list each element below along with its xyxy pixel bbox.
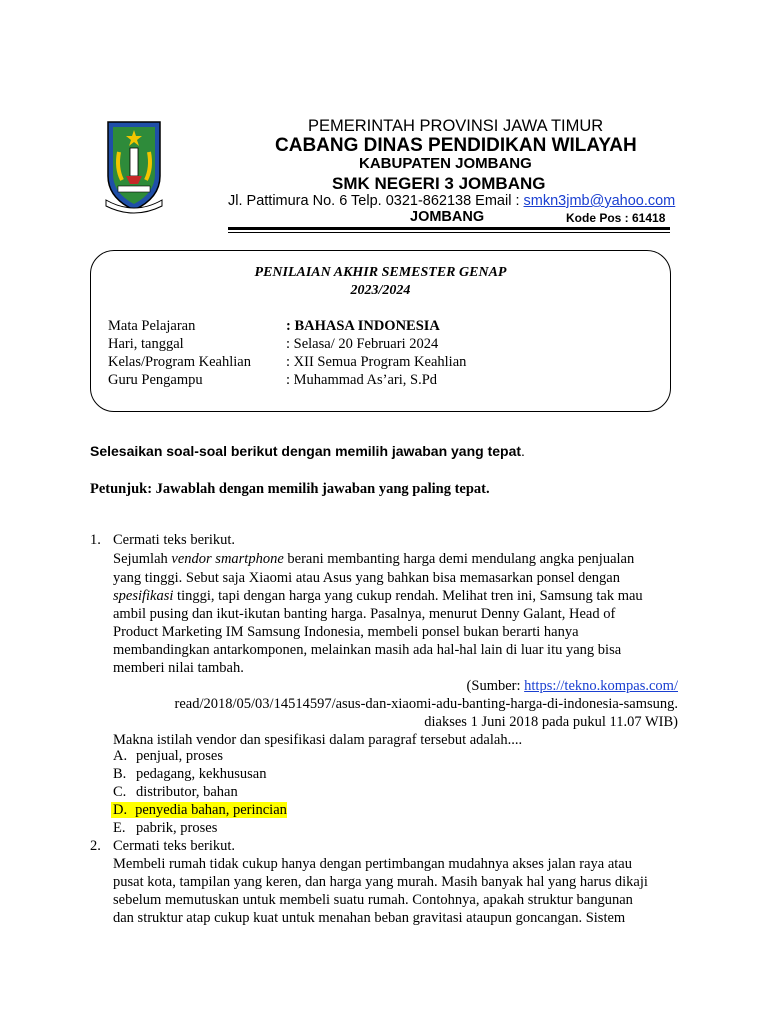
option-c-letter[interactable]: C. bbox=[113, 784, 127, 800]
address-text: Jl. Pattimura No. 6 Telp. 0321-862138 Email : bbox=[228, 193, 524, 209]
source-link[interactable]: https://tekno.kompas.com/ bbox=[524, 678, 678, 694]
letterhead-school-name: SMK NEGERI 3 JOMBANG bbox=[332, 174, 546, 193]
option-e-letter[interactable]: E. bbox=[113, 820, 126, 836]
option-c-text[interactable]: distributor, bahan bbox=[136, 784, 238, 800]
option-a-text[interactable]: penjual, proses bbox=[136, 748, 223, 764]
source-prefix: (Sumber: bbox=[466, 678, 525, 694]
main-instruction-period: . bbox=[521, 443, 525, 459]
field-value: : BAHASA INDONESIA bbox=[286, 318, 440, 334]
field-label: Guru Pengampu bbox=[108, 372, 203, 388]
question-1-intro: Cermati teks berikut. bbox=[113, 532, 236, 548]
letterhead-government: PEMERINTAH PROVINSI JAWA TIMUR bbox=[308, 117, 604, 135]
option-d-highlighted[interactable] bbox=[111, 801, 287, 819]
text-run-italic: vendor smartphone bbox=[171, 551, 284, 567]
letterhead-regency: KABUPATEN JOMBANG bbox=[359, 155, 532, 172]
question-1-passage-line bbox=[113, 550, 634, 568]
option-e-text[interactable]: pabrik, proses bbox=[136, 820, 218, 836]
question-2-passage-line: sebelum memutuskan untuk membeli suatu rumah. Contohnya, apakah struktur bangunan bbox=[113, 892, 633, 908]
text-run: tinggi, tapi dengan harga yang cukup rendah. Melihat tren ini, Samsung tak mau bbox=[173, 588, 643, 604]
field-value: : Selasa/ 20 Februari 2024 bbox=[286, 336, 439, 352]
question-1-source-path: read/2018/05/03/14514597/asus-dan-xiaomi-adu-banting-harga-di-indonesia-samsung. bbox=[174, 696, 678, 712]
letterhead-postal-code: Kode Pos : 61418 bbox=[566, 211, 666, 225]
question-1-passage-line: memberi nilai tambah. bbox=[113, 660, 244, 676]
letterhead-city: JOMBANG bbox=[410, 209, 485, 225]
text-run: berani membanting harga demi mendulang angka penjualan bbox=[283, 551, 635, 567]
question-1-source-accessed: diakses 1 Juni 2018 pada pukul 11.07 WIB) bbox=[424, 714, 678, 730]
option-d-letter[interactable]: D. bbox=[111, 802, 135, 818]
letterhead-divider-thin bbox=[228, 232, 670, 233]
question-1-passage-line: yang tinggi. Sebut saja Xiaomi atau Asus yang bahkan bisa memasarkan ponsel dengan bbox=[113, 570, 620, 586]
option-d-text[interactable]: penyedia bahan, perincian bbox=[135, 802, 287, 818]
letterhead-office: CABANG DINAS PENDIDIKAN WILAYAH bbox=[275, 135, 637, 156]
text-run-italic: spesifikasi bbox=[113, 588, 174, 604]
question-2-intro: Cermati teks berikut. bbox=[113, 838, 236, 854]
question-1-prompt: Makna istilah vendor dan spesifikasi dalam paragraf tersebut adalah.... bbox=[113, 732, 523, 748]
question-1-passage-line: ambil pusing dan ikut-ikutan banting harga. Pasalnya, menurut Denny Galant, Head of bbox=[113, 606, 616, 622]
option-b-letter[interactable]: B. bbox=[113, 766, 127, 782]
field-label: Mata Pelajaran bbox=[108, 318, 196, 334]
question-1-source bbox=[467, 677, 678, 695]
option-b-text[interactable]: pedagang, kekhususan bbox=[136, 766, 267, 782]
main-instruction bbox=[90, 443, 525, 459]
question-2-passage-line: dan struktur atap cukup kuat untuk menahan beban gravitasi ataupun goncangan. Sistem bbox=[113, 910, 626, 926]
field-value: : Muhammad As’ari, S.Pd bbox=[286, 372, 438, 388]
email-link[interactable]: smkn3jmb@yahoo.com bbox=[523, 193, 676, 209]
question-1-passage-line bbox=[113, 587, 643, 605]
question-2-passage-line: Membeli rumah tidak cukup hanya dengan pertimbangan mudahnya akses jalan raya atau bbox=[113, 856, 632, 872]
question-1-passage-line: Product Marketing IM Samsung Indonesia, membeli ponsel bukan berarti hanya bbox=[113, 624, 579, 640]
text-run: Sejumlah bbox=[113, 551, 172, 567]
letterhead-divider-thick bbox=[228, 227, 670, 230]
field-label: Hari, tanggal bbox=[108, 336, 184, 352]
main-instruction-text: Selesaikan soal-soal berikut dengan memilih jawaban yang tepat bbox=[90, 443, 522, 459]
exam-year: 2023/2024 bbox=[350, 283, 411, 298]
question-1-number: 1. bbox=[90, 532, 101, 548]
exam-title: PENILAIAN AKHIR SEMESTER GENAP bbox=[254, 265, 507, 280]
petunjuk-instruction: Petunjuk: Jawablah dengan memilih jawaban yang paling tepat. bbox=[90, 481, 490, 497]
field-label: Kelas/Program Keahlian bbox=[108, 354, 251, 370]
question-2-number: 2. bbox=[90, 838, 101, 854]
option-a-letter[interactable]: A. bbox=[113, 748, 128, 764]
east-java-emblem-logo bbox=[104, 116, 164, 216]
field-value: : XII Semua Program Keahlian bbox=[286, 354, 467, 370]
letterhead-address bbox=[228, 193, 675, 209]
question-1-passage-line: membandingkan antarkomponen, melainkan masih ada hal-hal lain di luar itu yang bisa bbox=[113, 642, 622, 658]
question-2-passage-line: pusat kota, tampilan yang keren, dan harga yang murah. Masih banyak hal yang harus dikaji bbox=[113, 874, 648, 890]
